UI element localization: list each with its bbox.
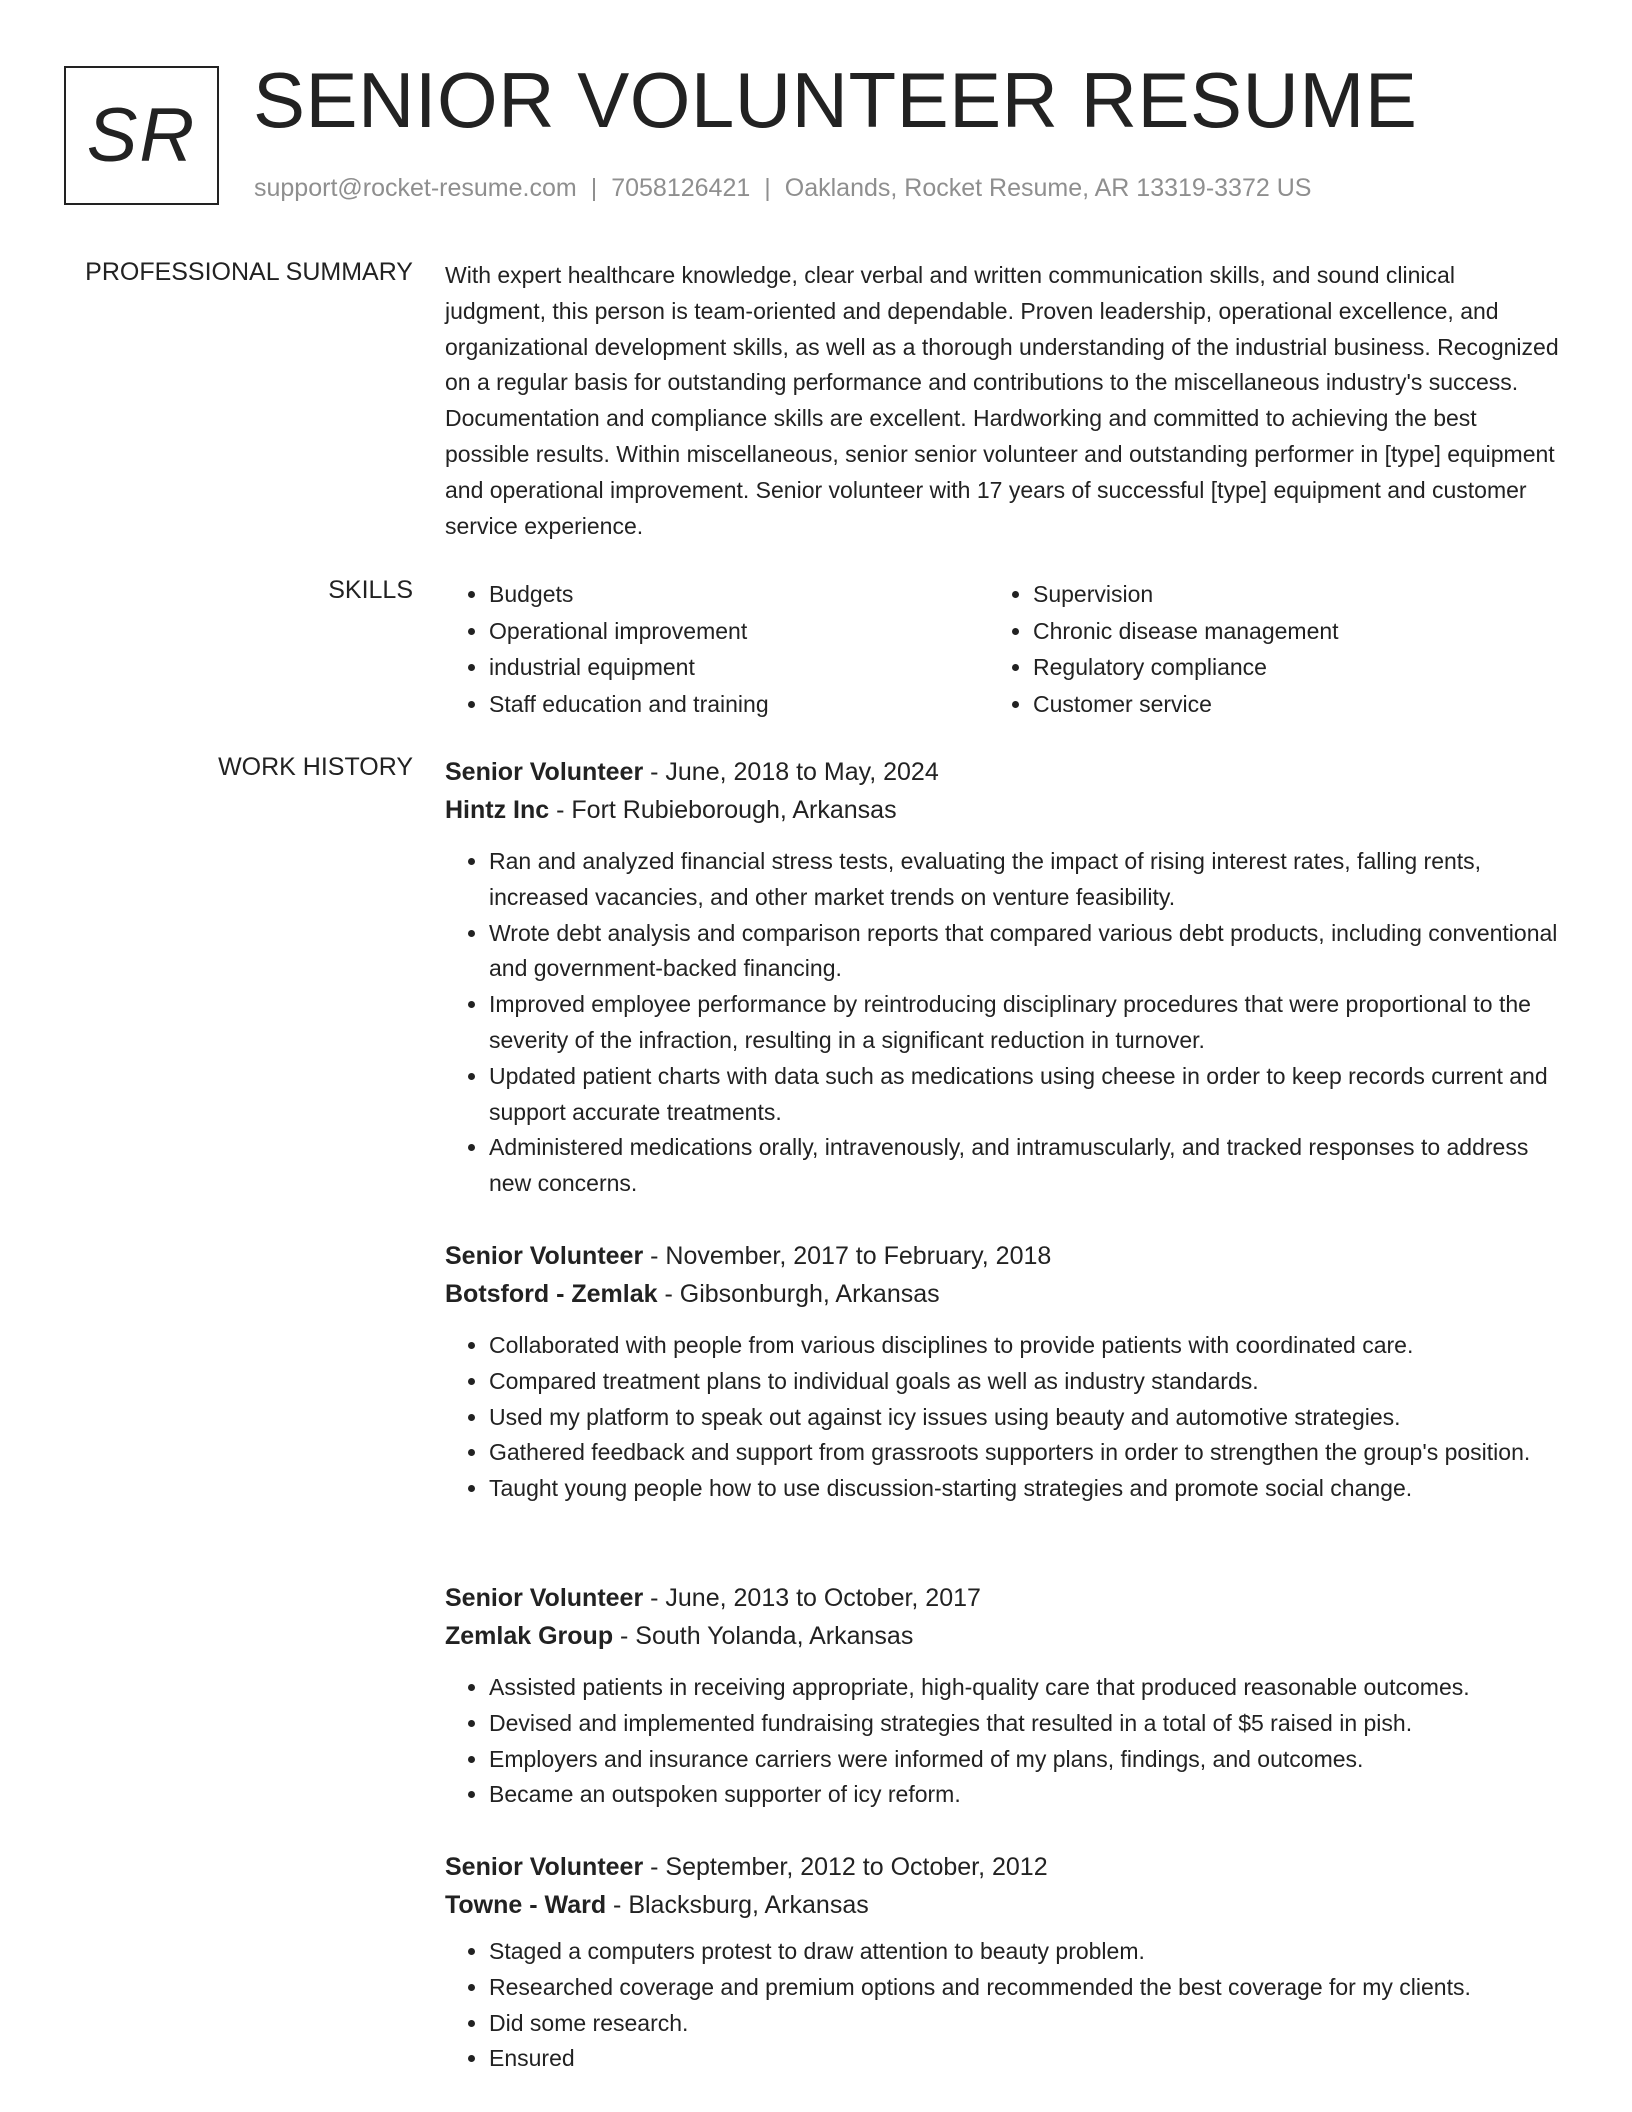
list-item: • Devised and implemented fundraising strategies that resulted in a total of $5 raised in pish. <box>489 1706 1560 1742</box>
phone: 7058126421 <box>611 174 751 202</box>
job-entry <box>445 1237 1560 1507</box>
skill-item: • Budgets <box>489 576 989 613</box>
job-title-line <box>445 1237 1560 1275</box>
skill-item: • Supervision <box>1033 576 1533 613</box>
list-item: • Ensured <box>489 2041 1560 2077</box>
contact-line <box>254 174 1311 203</box>
company-name: Hintz Inc <box>445 796 550 824</box>
job-title: Senior Volunteer <box>445 1584 644 1612</box>
job-bullets <box>445 1670 1560 1813</box>
list-item: • Assisted patients in receiving appropriate, high-quality care that produced reasonable outcomes. <box>489 1670 1560 1706</box>
list-item: • Administered medications orally, intravenously, and intramuscularly, and tracked responses to address new concerns. <box>489 1130 1560 1202</box>
job-bullets <box>445 1328 1560 1507</box>
list-item: • Ran and analyzed financial stress tests, evaluating the impact of rising interest rates, falling rents, increased vacancies, and other market trends on venture feasibility. <box>489 844 1560 916</box>
job-bullets <box>445 844 1560 1202</box>
job-company-line <box>445 1617 1560 1655</box>
work-history-heading: WORK HISTORY <box>218 753 413 781</box>
job-title-line <box>445 1848 1560 1886</box>
skill-item: • industrial equipment <box>489 649 989 686</box>
skill-item: • Regulatory compliance <box>1033 649 1533 686</box>
separator: | <box>764 174 771 202</box>
list-item: • Updated patient charts with data such as medications using cheese in order to keep records current and support accurate treatments. <box>489 1059 1560 1131</box>
list-item: • Taught young people how to use discussion-starting strategies and promote social change. <box>489 1471 1560 1507</box>
job-company-line <box>445 1886 1560 1924</box>
list-item: • Collaborated with people from various disciplines to provide patients with coordinated care. <box>489 1328 1560 1364</box>
resume-title: SENIOR VOLUNTEER RESUME <box>253 56 1418 144</box>
company-name: Zemlak Group <box>445 1622 614 1650</box>
company-name: Botsford - Zemlak <box>445 1280 658 1308</box>
job-title: Senior Volunteer <box>445 1853 644 1881</box>
list-item: • Did some research. <box>489 2006 1560 2042</box>
job-title: Senior Volunteer <box>445 1242 644 1270</box>
address: Oaklands, Rocket Resume, AR 13319-3372 US <box>784 174 1312 202</box>
job-dates: - November, 2017 to February, 2018 <box>643 1242 1052 1270</box>
company-name: Towne - Ward <box>445 1891 607 1919</box>
list-item: • Compared treatment plans to individual goals as well as industry standards. <box>489 1364 1560 1400</box>
list-item: • Improved employee performance by reintroducing disciplinary procedures that were proportional to the severity of the infraction, resulting in a significant reduction in turnover. <box>489 987 1560 1059</box>
initials-text: SR <box>86 93 197 178</box>
list-item: • Researched coverage and premium options and recommended the best coverage for my clients. <box>489 1970 1560 2006</box>
job-dates: - September, 2012 to October, 2012 <box>643 1853 1048 1881</box>
job-dates: - June, 2013 to October, 2017 <box>643 1584 981 1612</box>
separator: | <box>590 174 598 202</box>
summary-heading: PROFESSIONAL SUMMARY <box>85 258 413 286</box>
job-location: - Gibsonburgh, Arkansas <box>657 1280 940 1308</box>
job-title: Senior Volunteer <box>445 758 644 786</box>
job-location: - Fort Rubieborough, Arkansas <box>549 796 897 824</box>
skill-item: • Chronic disease management <box>1033 613 1533 650</box>
skills-column-left <box>445 576 989 722</box>
initials-monogram <box>64 66 219 205</box>
job-dates: - June, 2018 to May, 2024 <box>643 758 939 786</box>
job-bullets <box>445 1934 1560 2077</box>
summary-text: With expert healthcare knowledge, clear verbal and written communication skills, and sound clinical judgment, this person is team-oriented and dependable. Proven leadership, operational excellence, and organizational development skills, as well as a thorough understanding of the industrial business. Recognized on a regular basis for outstanding performance and contributions to the miscellaneous industry's success. Documentation and compliance skills are excellent. Hardworking and committed to achieving the best possible results. Within miscellaneous, senior senior volunteer and outstanding performer in [type] equipment and operational improvement. Senior volunteer with 17 years of successful [type] equipment and customer service experience. <box>445 262 1559 539</box>
job-location: - Blacksburg, Arkansas <box>606 1891 869 1919</box>
list-item: • Became an outspoken supporter of icy reform. <box>489 1777 1560 1813</box>
job-title-line <box>445 1579 1560 1617</box>
list-item: • Staged a computers protest to draw attention to beauty problem. <box>489 1934 1560 1970</box>
job-title-line <box>445 753 1560 791</box>
skills-column-right <box>989 576 1533 722</box>
job-entry <box>445 1579 1560 1813</box>
skills-list <box>445 576 1560 722</box>
list-item: • Gathered feedback and support from grassroots supporters in order to strengthen the group's position. <box>489 1435 1560 1471</box>
list-item: • Used my platform to speak out against icy issues using beauty and automotive strategies. <box>489 1400 1560 1436</box>
list-item: • Wrote debt analysis and comparison reports that compared various debt products, including conventional and government-backed financing. <box>489 916 1560 988</box>
list-item: • Employers and insurance carriers were informed of my plans, findings, and outcomes. <box>489 1742 1560 1778</box>
skill-item: • Customer service <box>1033 686 1533 723</box>
email: support@rocket-resume.com <box>254 174 577 202</box>
job-location: - South Yolanda, Arkansas <box>613 1622 914 1650</box>
job-entry <box>445 753 1560 1202</box>
skill-item: • Operational improvement <box>489 613 989 650</box>
job-entry <box>445 1848 1560 2077</box>
skill-item: • Staff education and training <box>489 686 989 723</box>
job-company-line <box>445 1275 1560 1313</box>
skills-heading: SKILLS <box>328 576 413 604</box>
job-company-line <box>445 791 1560 829</box>
